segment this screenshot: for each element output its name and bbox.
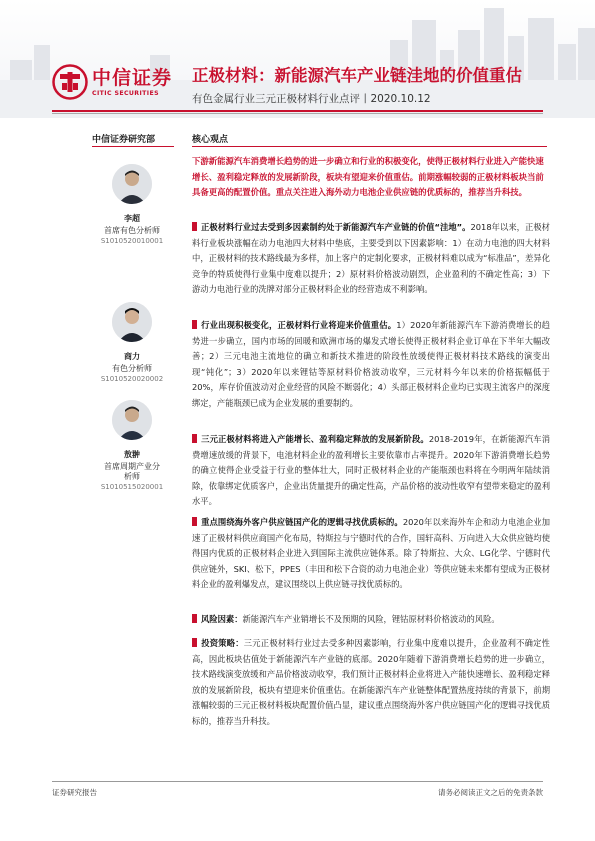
analyst-name: 敖翀 <box>124 450 140 459</box>
core-summary: 下游新能源汽车消费增长趋势的进一步确立和行业的积极变化，使得正极材料行业进入产能快速增长、盈利稳定释放的发展新阶段，板块有望迎来价值重估。前期涨幅较弱的正极材料板块当前具备更高的配置价值。重点关注进入海外动力电池企业供应链的优质标的，推荐当升科技。 <box>192 156 544 197</box>
paragraph-body: 1）2020年新能源汽车下游消费增长的趋势进一步确立，国内市场的回暖和欧洲市场的爆发式增长使得正极材料企业订单在下半年大幅改善；2）三元电池主流地位的确立和新技术推进的阶段性放缓使得正极材料技术路线的演变出现“钝化”；3）2020年以来锂钴等原材料价格波动收窄，三元材料今年以来的价格振幅低于20%，库存价值波动对企业经营的风险不断弱化；4）头部正极材料企业均已实现主流客户的深度绑定，产能瓶颈已成为企业发展的重要制约。 <box>192 320 550 408</box>
citic-logo-icon <box>52 64 88 100</box>
investment-strategy-paragraph <box>192 636 550 729</box>
paragraph-heading: 正极材料行业过去受到多因素制约处于新能源汽车产业链的价值“洼地”。 <box>201 222 471 232</box>
paragraph-heading: 行业出现积极变化，正极材料行业将迎来价值重估。 <box>201 320 397 330</box>
report-subtitle: 有色金属行业三元正极材料行业点评丨2020.10.12 <box>192 93 431 105</box>
analyst-card <box>84 302 180 383</box>
analyst-license-id: S1010520020002 <box>100 375 164 383</box>
analyst-name: 李超 <box>124 214 140 223</box>
sidebar-divider <box>92 146 174 147</box>
citic-securities-logo <box>52 64 172 100</box>
logo-name-cn: 中信证券 <box>92 66 173 89</box>
report-title: 正极材料：新能源汽车产业链洼地的价值重估 <box>192 66 522 85</box>
bullet-marker-icon <box>192 434 197 443</box>
core-view-divider <box>192 146 547 147</box>
core-view-heading: 核心观点 <box>192 135 229 145</box>
bullet-marker-icon <box>192 222 197 231</box>
paragraph-heading: 三元正极材料将进入产能增长、盈利稳定释放的发展新阶段。 <box>201 434 429 444</box>
core-paragraph <box>192 220 550 298</box>
risk-factors-paragraph <box>192 612 550 628</box>
paragraph-body: 三元正极材料行业过去受多种因素影响，行业集中度难以提升，企业盈利不确定性高，因此板块估值处于新能源汽车产业链的底部。2020年随着下游消费增长趋势的进一步确立，技术路线演变放缓和产品价格波动收窄，我们预计正极材料企业将进入产能快速增长、盈利稳定释放的发展新阶段，板块有望迎来价值重估。在新能源汽车产业链整体配置热度持续的背景下，前期涨幅较弱的三元正极材料板块配置价值凸显，建议重点围绕海外客户供应链国产化的逻辑寻找优质标的，推荐当升科技。 <box>192 638 550 726</box>
analyst-license-id: S1010515020001 <box>100 483 164 491</box>
analyst-name: 商力 <box>124 352 140 361</box>
analyst-license-id: S1010520010001 <box>100 237 164 245</box>
research-dept-label: 中信证券研究部 <box>92 135 156 145</box>
analyst-title: 首席有色分析师 <box>104 226 160 235</box>
core-paragraph <box>192 515 550 593</box>
analyst-card <box>84 400 180 491</box>
analyst-title: 首席周期产业分析师 <box>104 462 160 481</box>
logo-name-en: CITIC SECURITIES <box>92 89 159 97</box>
footer-report-type: 证券研究报告 <box>52 788 97 797</box>
core-paragraph <box>192 432 550 510</box>
bullet-marker-icon <box>192 517 197 526</box>
core-paragraph <box>192 318 550 411</box>
analyst-photo <box>112 302 152 342</box>
paragraph-body: 2018-2019年，在新能源汽车消费增速放缓的背景下，电池材料企业的盈利增长主要依靠市占率提升。2020年下游消费增长趋势的确立使得企业受益于行业的整体壮大，同时正极材料企业的产能瓶颈也料将在今明两年陆续消除，依靠绑定优质客户，企业出货量提升的确定性高，产品价格的波动性收窄有望带来稳定的盈利水平。 <box>192 434 550 506</box>
analyst-photo <box>112 164 152 204</box>
analyst-card <box>84 164 180 245</box>
paragraph-body: 新能源汽车产业销增长不及预期的风险，锂钴原材料价格波动的风险。 <box>242 614 500 624</box>
paragraph-heading: 投资策略： <box>201 638 244 648</box>
paragraph-body: 2018年以来，正极材料行业板块涨幅在动力电池四大材料中垫底，主要受到以下因素影响：1）在动力电池的四大材料中，正极材料的技术路线最为多样，加上客户的定制化要求，正极材料难以成为“标准品”，差异化竞争的特质使得行业集中度难以提升；2）原材料价格波动剧烈，企业盈利的不确定性高；3）下游动力电池行业的洗牌对部分正极材料企业的经营造成不利影响。 <box>192 222 550 294</box>
paragraph-body: 2020年以来海外车企和动力电池企业加速了正极材料供应商国产化布局，特斯拉与宁德时代的合作，国轩高科、万向进入大众供应链均使得国内优质的正极材料企业进入到国际主流供应链体系。除了特斯拉、大众、LG化学、宁德时代供应链外，SKI、松下，PPES（丰田和松下合资的动力电池企业）等供应链未来都有望成为正极材料企业的盈利爆发点，建议围绕以上供应链寻找优质标的。 <box>192 517 550 589</box>
bullet-marker-icon <box>192 614 197 623</box>
bullet-marker-icon <box>192 320 197 329</box>
header-divider-grey <box>52 113 543 114</box>
footer-disclaimer: 请务必阅读正文之后的免责条款 <box>438 788 543 797</box>
paragraph-heading: 风险因素： <box>201 614 243 624</box>
bullet-marker-icon <box>192 638 197 647</box>
header-divider-red <box>52 110 543 112</box>
analyst-title: 有色分析师 <box>112 364 152 373</box>
footer-divider <box>52 781 543 782</box>
analyst-photo <box>112 400 152 440</box>
paragraph-heading: 重点围绕海外客户供应链国产化的逻辑寻找优质标的。 <box>201 517 403 527</box>
